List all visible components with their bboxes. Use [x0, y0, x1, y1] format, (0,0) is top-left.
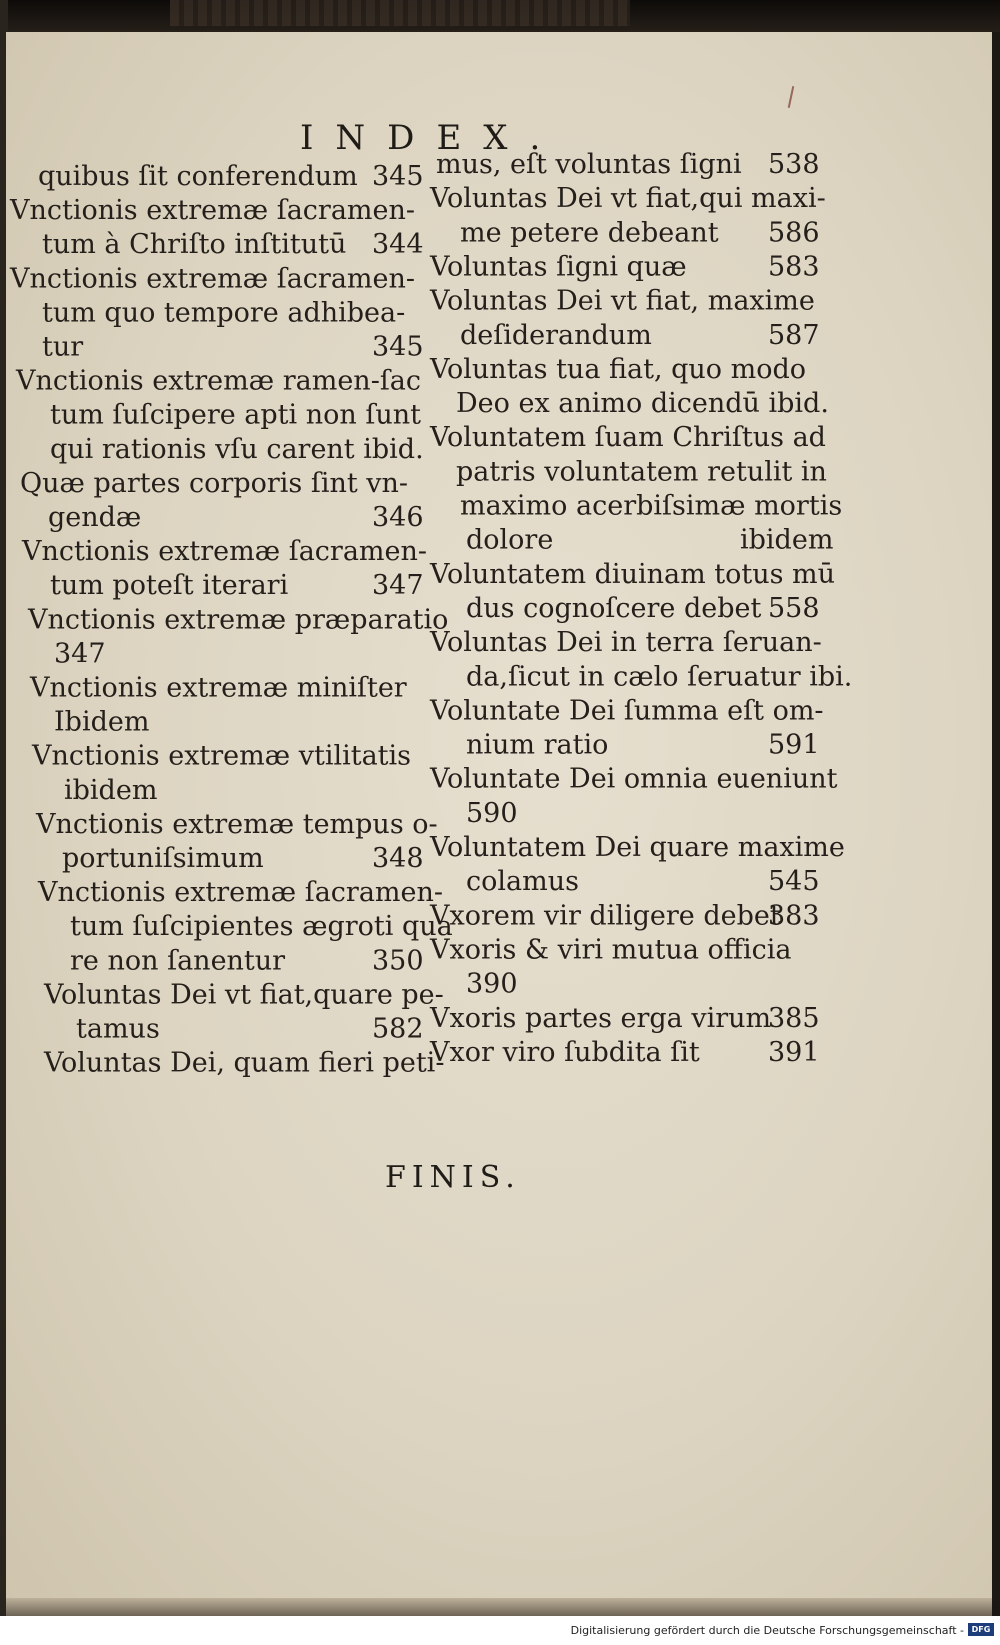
- index-entry: [10, 774, 440, 808]
- index-entry-page: 558: [768, 592, 820, 624]
- index-entry-text: Vnctionis extremæ miniſter: [30, 672, 407, 704]
- index-entry-page: 583: [768, 251, 820, 283]
- index-entry: [10, 944, 440, 978]
- index-entry-page: 383: [768, 900, 820, 932]
- index-entry-text: 347: [54, 638, 106, 670]
- index-entry: [430, 729, 850, 763]
- index-entry: [430, 831, 850, 865]
- index-entry: [430, 455, 850, 489]
- index-entry-text: Vxorem vir diligere debet: [430, 900, 781, 932]
- page-bottom-edge: [6, 1598, 992, 1616]
- index-entry-text: tum poteſt iterari: [50, 570, 289, 602]
- index-entry-text: Voluntate Dei ſumma eſt om-: [430, 695, 824, 727]
- index-entry-text: quibus ſit conferendum: [38, 161, 358, 192]
- index-entry: [10, 535, 440, 569]
- footer-bar: [0, 1616, 1000, 1645]
- index-entry-text: tamus: [76, 1013, 160, 1045]
- index-entry: [10, 296, 440, 330]
- index-entry-text: gendæ: [48, 502, 142, 533]
- index-entry: [430, 797, 850, 831]
- index-entry-text: Vnctionis extremæ præparatio: [28, 604, 449, 636]
- index-entry-text: Voluntas Dei vt fiat,qui maxi-: [430, 183, 826, 215]
- index-entry: [10, 569, 440, 603]
- index-entry: [430, 1036, 850, 1070]
- index-entry-page: 538: [768, 149, 820, 180]
- index-entry: [430, 968, 850, 1002]
- index-entry-text: mus, eſt voluntas ſigni: [436, 149, 742, 180]
- index-entry-text: Vnctionis extremæ tempus o-: [36, 808, 438, 840]
- index-entry: [430, 899, 850, 933]
- index-entry: [10, 842, 440, 876]
- index-entry-text: Vnctionis extremæ ſacramen-: [22, 536, 428, 568]
- index-entry-text: Vxoris partes erga virum: [430, 1002, 772, 1034]
- index-entry-text: colamus: [466, 866, 579, 898]
- index-column-right: [430, 148, 853, 1068]
- index-entry-text: ibidem: [64, 774, 158, 806]
- index-entry-text: Voluntas Dei vt fiat,quare pe-: [44, 979, 444, 1011]
- index-entry-text: Voluntas tua fiat, quo modo: [430, 353, 807, 385]
- index-entry: [430, 148, 850, 182]
- index-entry-text: nium ratio: [466, 729, 609, 761]
- index-entry: [430, 387, 850, 421]
- index-entry: [430, 592, 850, 626]
- index-entry-text: da,ſicut in cælo ſeruatur ibi.: [466, 661, 853, 693]
- page-title: INDEX.: [300, 118, 563, 158]
- index-entry-page: 346: [372, 502, 424, 533]
- index-entry: [430, 763, 850, 797]
- index-entry-text: tur: [42, 331, 84, 363]
- footer-credit: Digitalisierung gefördert durch die Deutsche Forschungsgemeinschaft -: [570, 1624, 964, 1637]
- index-entry: [430, 490, 850, 524]
- index-entry: [10, 672, 440, 706]
- index-entry-text: 590: [466, 797, 518, 829]
- finis-text: FINIS.: [385, 1160, 521, 1195]
- index-entry: [430, 524, 850, 558]
- index-entry-text: Vnctionis extremæ vtilitatis: [32, 740, 412, 772]
- index-entry: [10, 706, 440, 740]
- index-entry: [10, 365, 440, 399]
- index-entry-text: dolore: [466, 524, 554, 556]
- index-entry: [10, 1013, 440, 1047]
- index-entry: [10, 331, 440, 365]
- index-entry: [430, 250, 850, 284]
- index-entry-text: Vnctionis extremæ ſacramen-: [38, 877, 444, 909]
- index-entry-text: Quæ partes corporis ſint vn-: [20, 467, 409, 499]
- index-entry-text: Vxor viro ſubdita ſit: [430, 1036, 700, 1068]
- index-entry: [10, 262, 440, 296]
- index-entry-page: 587: [768, 319, 820, 351]
- index-entry-page: 385: [768, 1002, 820, 1034]
- index-entry: [10, 433, 440, 467]
- index-entry-text: Voluntas Dei in terra ſeruan-: [430, 627, 822, 659]
- index-entry-text: qui rationis vſu carent ibid.: [50, 433, 424, 465]
- index-entry: [430, 558, 850, 592]
- index-entry-page: 545: [768, 866, 820, 898]
- index-entry-text: Voluntate Dei omnia eueniunt: [430, 763, 838, 795]
- index-entry: [10, 603, 449, 637]
- index-entry-page: 586: [768, 217, 820, 249]
- index-entry: [430, 694, 850, 728]
- index-entry-text: tum ſuſcipere apti non ſunt: [50, 399, 421, 431]
- index-entry-page: 347: [372, 570, 424, 602]
- dfg-logo: DFG: [968, 1623, 994, 1636]
- index-entry-text: Vxoris & viri mutua officia: [430, 934, 792, 966]
- index-entry-text: Voluntatem Dei quare maxime: [430, 832, 845, 863]
- index-entry-text: Voluntatem ſuam Chriſtus ad: [430, 422, 826, 454]
- index-entry-page: 350: [372, 945, 424, 977]
- index-entry-page: 391: [768, 1036, 820, 1068]
- index-entry-text: me petere debeant: [460, 217, 719, 249]
- index-entry: [10, 194, 440, 228]
- index-entry: [10, 637, 440, 671]
- index-entry: [430, 285, 850, 319]
- index-entry: [10, 740, 440, 774]
- index-entry: [430, 626, 850, 660]
- index-entry: [10, 910, 453, 944]
- index-entry-text: patris voluntatem retulit in: [456, 456, 827, 488]
- index-entry-text: Voluntas ſigni quæ: [430, 251, 687, 283]
- index-entry-page: 348: [372, 843, 424, 874]
- index-entry: [430, 216, 850, 250]
- index-entry: [430, 865, 850, 899]
- index-entry-text: re non ſanentur: [70, 945, 286, 977]
- index-entry-text: Vnctionis extremæ ſacramen-: [10, 195, 416, 227]
- index-entry: [10, 467, 440, 501]
- index-entry-text: deſiderandum: [460, 319, 652, 351]
- index-entry: [10, 160, 440, 194]
- index-entry-text: maximo acerbiſsimæ mortis: [460, 490, 843, 522]
- index-entry: [10, 808, 440, 842]
- index-entry: [430, 660, 853, 694]
- index-entry-page: 582: [372, 1013, 424, 1045]
- index-entry-text: portuniſsimum: [62, 843, 264, 874]
- book-binding-edge: [170, 0, 630, 26]
- index-entry-text: 390: [466, 968, 518, 1000]
- index-entry-text: Voluntatem diuinam totus mū: [430, 558, 836, 590]
- index-entry: [430, 1002, 850, 1036]
- index-entry-text: dus cognoſcere debet: [466, 592, 762, 624]
- index-entry-page: 344: [372, 229, 424, 261]
- index-entry-text: Vnctionis extremæ ramen-ſac: [16, 365, 422, 397]
- index-entry: [10, 978, 444, 1012]
- index-entry: [430, 182, 850, 216]
- index-entry: [10, 228, 440, 262]
- index-entry: [10, 501, 440, 535]
- index-entry-text: tum ſuſcipientes ægroti qua: [70, 911, 453, 943]
- index-entry-page: 345: [372, 161, 424, 192]
- index-entry-page: 345: [372, 331, 424, 363]
- index-entry: [430, 353, 850, 387]
- index-column-left: [10, 160, 453, 1079]
- index-entry-text: Deo ex animo dicendū ibid.: [456, 388, 829, 420]
- index-entry: [10, 1047, 445, 1081]
- index-entry-text: tum à Chriſto inſtitutū: [42, 229, 347, 261]
- index-entry: [430, 421, 850, 455]
- index-entry: [10, 399, 440, 433]
- index-entry-page: ibidem: [740, 524, 834, 556]
- index-entry: [10, 876, 444, 910]
- index-entry-text: Ibidem: [54, 706, 150, 738]
- index-entry-text: tum quo tempore adhibea-: [42, 297, 406, 329]
- index-entry: [430, 933, 850, 967]
- index-entry: [430, 319, 850, 353]
- index-entry-text: Voluntas Dei, quam fieri peti-: [44, 1047, 445, 1079]
- index-entry-text: Voluntas Dei vt fiat, maxime: [430, 285, 815, 317]
- index-entry-page: 591: [768, 729, 820, 761]
- index-entry-text: Vnctionis extremæ ſacramen-: [10, 263, 416, 295]
